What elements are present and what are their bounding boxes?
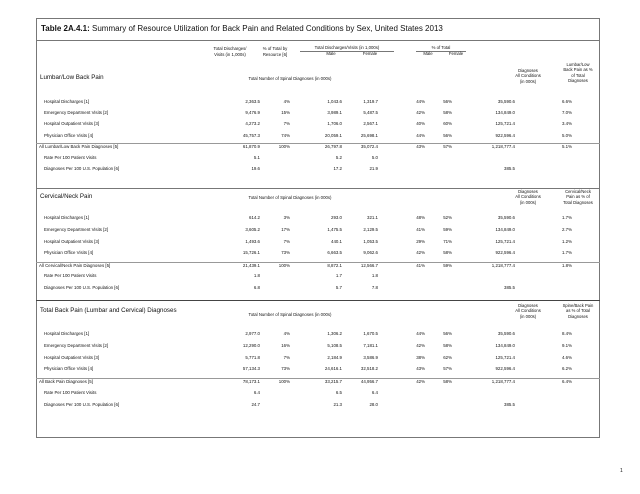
cell-value: 19.6: [251, 166, 260, 171]
cell-value: 1,670.5: [363, 331, 378, 336]
header-all-conditions: Diagnoses All Conditions (in 000s): [515, 189, 541, 205]
table-row: [0, 378, 640, 386]
cell-value: 6.6%: [561, 99, 572, 104]
cell-value: 60%: [443, 121, 452, 126]
cell-value: 293.0: [331, 215, 342, 220]
cell-value: 20,059.1: [324, 133, 342, 138]
cell-value: 6,663.5: [327, 250, 342, 255]
table-row: [0, 249, 640, 257]
cell-value: 9,062.6: [363, 250, 378, 255]
row-label: Physician Office Visits [4]: [44, 366, 94, 371]
cell-value: 43%: [416, 144, 425, 149]
table-row: [0, 109, 640, 117]
cell-value: 9,476.9: [245, 110, 260, 115]
header-female: Female: [362, 51, 378, 56]
cell-value: 1,475.5: [327, 227, 342, 232]
cell-value: 1.7%: [561, 250, 572, 255]
cell-value: 21,439.1: [242, 263, 260, 268]
header-male: Male: [326, 51, 336, 56]
header-total-visits: Total Discharges/ Visits (in 1,000s): [213, 46, 247, 57]
header-percent-of-diagnoses: Lumbar/Low Back Pain as % of Total Diagnoses: [563, 62, 593, 84]
cell-value: 25,698.1: [360, 133, 378, 138]
cell-value: 26,797.8: [324, 144, 342, 149]
total-divider: [36, 378, 600, 379]
cell-value: 41%: [416, 227, 425, 232]
section-title: Total Back Pain (Lumbar and Cervical) Diagnoses: [40, 307, 177, 314]
cell-value: 5.0%: [561, 133, 572, 138]
row-label: All Lumbar/Low Back Pain Diagnoses [5]: [39, 144, 119, 149]
cell-value: 100%: [278, 379, 290, 384]
section-subtitle: Total Number of Spinal Diagnoses (in 000s): [248, 312, 332, 317]
cell-value: 56%: [443, 99, 452, 104]
cell-value: 1.8: [371, 273, 378, 278]
cell-value: 57,134.3: [242, 366, 260, 371]
cell-value: 2,363.5: [245, 99, 260, 104]
cell-value: 1,218,777.4: [491, 144, 515, 149]
cell-value: 125,721.4: [495, 121, 515, 126]
header-percent-of-diagnoses: Cervical/Neck Pain as % of Total Diagnoses: [563, 189, 593, 205]
cell-value: 100%: [278, 263, 290, 268]
cell-value: 7.8: [371, 285, 378, 290]
cell-value: 1.8%: [561, 263, 572, 268]
table-row: [0, 132, 640, 140]
cell-value: 2,184.9: [327, 355, 342, 360]
cell-value: 1.7%: [561, 215, 572, 220]
row-label: All Cervical/Neck Pain Diagnoses [5]: [39, 263, 111, 268]
header-visits-by-sex: Total Discharges/Visits (in 1,000s): [314, 45, 380, 50]
total-divider: [36, 143, 600, 144]
row-label: Hospital Outpatient Visits [3]: [44, 121, 100, 126]
table-row: [0, 120, 640, 128]
table-row: [0, 389, 640, 397]
cell-value: 922,596.4: [495, 133, 515, 138]
cell-value: 56%: [443, 133, 452, 138]
cell-value: 5,771.8: [245, 355, 260, 360]
cell-value: 2,977.0: [245, 331, 260, 336]
table-row: [0, 226, 640, 234]
cell-value: 58%: [443, 250, 452, 255]
cell-value: 6.4%: [561, 379, 572, 384]
divider: [36, 300, 600, 301]
cell-value: 6.5: [335, 390, 342, 395]
cell-value: 1,218,777.4: [491, 263, 515, 268]
cell-value: 44,956.7: [360, 379, 378, 384]
row-label: All Back Pain Diagnoses [5]: [39, 379, 93, 384]
cell-value: 4%: [283, 331, 290, 336]
cell-value: 5.2: [335, 155, 342, 160]
cell-value: 45,757.3: [242, 133, 260, 138]
cell-value: 48%: [416, 215, 425, 220]
cell-value: 59%: [443, 227, 452, 232]
cell-value: 44%: [416, 331, 425, 336]
cell-value: 1,306.2: [327, 331, 342, 336]
cell-value: 922,596.4: [495, 250, 515, 255]
cell-value: 12,290.0: [242, 343, 260, 348]
cell-value: 17.2: [333, 166, 342, 171]
cell-value: 134,849.0: [495, 110, 515, 115]
cell-value: 58%: [443, 110, 452, 115]
cell-value: 5.0: [371, 155, 378, 160]
cell-value: 7%: [283, 121, 290, 126]
row-label: Physician Office Visits [4]: [44, 250, 94, 255]
cell-value: 125,721.4: [495, 355, 515, 360]
cell-value: 385.5: [504, 402, 515, 407]
cell-value: 73%: [281, 366, 290, 371]
cell-value: 922,596.4: [495, 366, 515, 371]
table-row: [0, 330, 640, 338]
cell-value: 6.4: [253, 390, 260, 395]
cell-value: 32,518.2: [360, 366, 378, 371]
cell-value: 35,072.4: [360, 144, 378, 149]
cell-value: 1,493.6: [245, 239, 260, 244]
cell-value: 42%: [416, 379, 425, 384]
cell-value: 42%: [416, 343, 425, 348]
cell-value: 21.3: [333, 402, 342, 407]
table-row: [0, 98, 640, 106]
table-caption: Summary of Resource Utilization for Back Pain and Related Conditions by Sex, United States 2013: [89, 24, 443, 33]
header-all-conditions: Diagnoses All Conditions (in 000s): [515, 303, 541, 319]
cell-value: 3.4%: [561, 121, 572, 126]
table-row: [0, 238, 640, 246]
row-label: Emergency Department Visits [2]: [44, 343, 109, 348]
cell-value: 1,043.6: [327, 99, 342, 104]
cell-value: 15%: [281, 110, 290, 115]
cell-value: 3,586.9: [363, 355, 378, 360]
cell-value: 1,706.0: [327, 121, 342, 126]
cell-value: 440.1: [331, 239, 342, 244]
cell-value: 15,726.1: [242, 250, 260, 255]
section-title: Cervical/Neck Pain: [40, 193, 93, 200]
row-label: Hospital Outpatient Visits [3]: [44, 355, 100, 360]
cell-value: 40%: [416, 121, 425, 126]
row-label: Emergency Department Visits [2]: [44, 110, 109, 115]
cell-value: 1,218,777.4: [491, 379, 515, 384]
cell-value: 62%: [443, 355, 452, 360]
cell-value: 7%: [283, 239, 290, 244]
cell-value: 5.7: [335, 285, 342, 290]
cell-value: 35,590.6: [497, 331, 515, 336]
cell-value: 7.0%: [561, 110, 572, 115]
cell-value: 57%: [443, 366, 452, 371]
cell-value: 58%: [443, 343, 452, 348]
header-all-conditions: Diagnoses All Conditions (in 000s): [515, 68, 541, 84]
row-label: Hospital Discharges [1]: [44, 99, 90, 104]
cell-value: 41%: [416, 263, 425, 268]
cell-value: 43%: [416, 366, 425, 371]
table-row: [0, 272, 640, 280]
cell-value: 57%: [443, 144, 452, 149]
cell-value: 56%: [443, 331, 452, 336]
cell-value: 5,108.5: [327, 343, 342, 348]
table-row: [0, 154, 640, 162]
cell-value: 61,870.9: [242, 144, 260, 149]
cell-value: 59%: [443, 263, 452, 268]
row-label: Emergency Department Visits [2]: [44, 227, 109, 232]
cell-value: 24.7: [251, 402, 260, 407]
row-label: Diagnoses Per 100 U.S. Population [6]: [44, 166, 120, 171]
row-label: Hospital Discharges [1]: [44, 215, 90, 220]
cell-value: 4%: [283, 99, 290, 104]
cell-value: 134,849.0: [495, 343, 515, 348]
cell-value: 42%: [416, 250, 425, 255]
cell-value: 16%: [281, 343, 290, 348]
section-title: Lumbar/Low Back Pain: [40, 74, 104, 81]
table-row: [0, 284, 640, 292]
table-title: [41, 24, 443, 33]
cell-value: 6.2%: [561, 366, 572, 371]
total-divider: [36, 262, 600, 263]
cell-value: 21.9: [369, 166, 378, 171]
cell-value: 2.7%: [561, 227, 572, 232]
cell-value: 3,605.2: [245, 227, 260, 232]
cell-value: 24,616.1: [324, 366, 342, 371]
row-label: Rate Per 100 Patient Visits: [44, 390, 97, 395]
cell-value: 4.6%: [561, 355, 572, 360]
cell-value: 3,989.1: [327, 110, 342, 115]
cell-value: 3%: [283, 215, 290, 220]
cell-value: 100%: [278, 144, 290, 149]
header-percent-of-total: % of Total: [431, 45, 451, 50]
header-pct-female: Female: [448, 51, 464, 56]
cell-value: 8,872.1: [327, 263, 342, 268]
cell-value: 5.1%: [561, 144, 572, 149]
row-label: Diagnoses Per 100 U.S. Population [6]: [44, 285, 120, 290]
cell-value: 44%: [416, 133, 425, 138]
table-row: [0, 214, 640, 222]
cell-value: 9.1%: [561, 343, 572, 348]
section-subtitle: Total Number of Spinal Diagnoses (in 000s): [248, 195, 332, 200]
cell-value: 5.1: [253, 155, 260, 160]
row-label: Rate Per 100 Patient Visits: [44, 155, 97, 160]
table-row: [0, 165, 640, 173]
page-number: 1: [620, 468, 623, 474]
cell-value: 385.5: [504, 166, 515, 171]
header-percent-by-resource: % of Total by Resource [6]: [262, 46, 288, 57]
cell-value: 73%: [281, 250, 290, 255]
row-label: Hospital Discharges [1]: [44, 331, 90, 336]
cell-value: 6.8: [253, 285, 260, 290]
cell-value: 1.2%: [561, 239, 572, 244]
cell-value: 4,273.2: [245, 121, 260, 126]
cell-value: 1,319.7: [363, 99, 378, 104]
cell-value: 7%: [283, 355, 290, 360]
row-label: Rate Per 100 Patient Visits: [44, 273, 97, 278]
header-pct-male: Male: [423, 51, 433, 56]
table-row: [0, 143, 640, 151]
cell-value: 74%: [281, 133, 290, 138]
cell-value: 12,566.7: [360, 263, 378, 268]
cell-value: 385.5: [504, 285, 515, 290]
cell-value: 2,567.1: [363, 121, 378, 126]
header-percent-of-diagnoses: Spine/Back Pain as % of Total Diagnoses: [562, 303, 594, 319]
cell-value: 44%: [416, 99, 425, 104]
cell-value: 1.7: [335, 273, 342, 278]
cell-value: 5,487.5: [363, 110, 378, 115]
cell-value: 71%: [443, 239, 452, 244]
cell-value: 58%: [443, 379, 452, 384]
cell-value: 38%: [416, 355, 425, 360]
cell-value: 29%: [416, 239, 425, 244]
cell-value: 33,215.7: [324, 379, 342, 384]
cell-value: 8.4%: [561, 331, 572, 336]
row-label: Hospital Outpatient Visits [3]: [44, 239, 100, 244]
table-number: Table 2A.4.1:: [41, 24, 90, 33]
cell-value: 134,849.0: [495, 227, 515, 232]
cell-value: 28.0: [369, 402, 378, 407]
cell-value: 17%: [281, 227, 290, 232]
table-row: [0, 354, 640, 362]
cell-value: 614.2: [249, 215, 260, 220]
cell-value: 7,181.1: [363, 343, 378, 348]
cell-value: 78,173.1: [242, 379, 260, 384]
table-row: [0, 401, 640, 409]
cell-value: 35,590.6: [497, 215, 515, 220]
cell-value: 125,721.4: [495, 239, 515, 244]
cell-value: 52%: [443, 215, 452, 220]
table-row: [0, 342, 640, 350]
table-row: [0, 262, 640, 270]
table-row: [0, 365, 640, 373]
row-label: Diagnoses Per 100 U.S. Population [6]: [44, 402, 120, 407]
divider: [36, 40, 600, 41]
cell-value: 2,129.5: [363, 227, 378, 232]
cell-value: 321.1: [367, 215, 378, 220]
section-subtitle: Total Number of Spinal Diagnoses (in 000s): [248, 76, 332, 81]
row-label: Physician Office Visits [4]: [44, 133, 94, 138]
cell-value: 1,053.5: [363, 239, 378, 244]
cell-value: 6.4: [371, 390, 378, 395]
cell-value: 42%: [416, 110, 425, 115]
cell-value: 1.8: [253, 273, 260, 278]
cell-value: 35,590.6: [497, 99, 515, 104]
